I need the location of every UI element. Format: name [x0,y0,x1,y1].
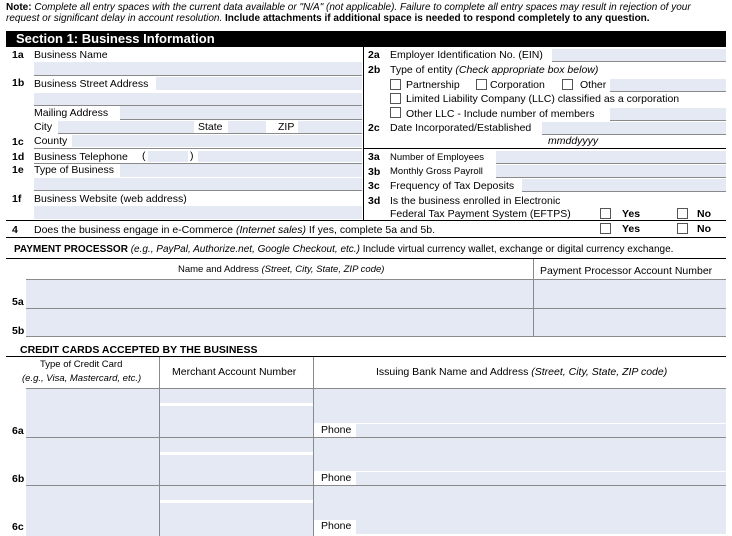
processor-account-header: Payment Processor Account Number [540,265,713,277]
label-2a: 2a [368,49,380,61]
ecommerce-no-checkbox[interactable] [677,223,688,234]
phone-6a-label: Phone [321,424,352,436]
ecommerce-yes-label: Yes [622,223,641,235]
label-3a: 3a [368,151,380,163]
other-llc-checkbox[interactable] [390,107,401,118]
type-of-business-field-2[interactable] [34,178,362,190]
ecommerce-yes-checkbox[interactable] [600,223,611,234]
section-title: Section 1: Business Information [6,31,726,47]
other-checkbox[interactable] [562,79,573,90]
date-format-hint: mmddyyyy [548,135,599,147]
phone-6c-field[interactable] [356,520,726,534]
phone-6a-field[interactable] [356,424,726,437]
type-of-business-field[interactable] [120,164,362,177]
eftps-label-1: Is the business enrolled in Electronic [390,195,561,207]
label-1d: 1d [12,151,25,163]
other-llc-label: Other LLC - Include number of members [406,108,595,120]
other-field[interactable] [610,79,726,91]
phone-6c-label: Phone [321,520,352,532]
state-label: State [198,121,223,133]
merchant-6c-field-1[interactable] [160,486,313,500]
partnership-label: Partnership [406,79,460,91]
label-1c: 1c [12,136,24,148]
ecommerce-question: Does the business engage in e-Commerce (Internet sales) If yes, complete 5a and 5b. [34,224,435,236]
card-type-header-2: (e.g., Visa, Mastercard, etc.) [22,373,142,384]
label-2c: 2c [368,122,380,134]
label-6a: 6a [12,425,24,437]
paren-close: ) [190,150,194,162]
employees-label: Number of Employees [390,152,484,163]
payroll-field[interactable] [496,165,726,177]
city-field[interactable] [58,121,194,133]
corporation-checkbox[interactable] [476,79,487,90]
bank-6b-field[interactable] [314,438,726,471]
merchant-6b-field-2[interactable] [160,455,313,486]
area-code-field[interactable] [148,151,188,162]
ecommerce-no-label: No [697,223,711,235]
zip-field[interactable] [298,121,362,133]
card-type-6b-field[interactable] [26,438,159,486]
phone-6b-field[interactable] [356,472,726,485]
entity-label: Type of entity (Check appropriate box below) [390,64,599,76]
members-field[interactable] [610,108,726,120]
label-5a: 5a [12,296,24,308]
paren-open: ( [142,150,146,162]
website-label: Business Website (web address) [34,193,187,205]
deposits-field[interactable] [522,179,726,191]
website-field[interactable] [34,206,362,219]
phone-6b-label: Phone [321,472,352,484]
merchant-6a-field-2[interactable] [160,406,313,437]
street-address-label: Business Street Address [34,78,149,90]
mailing-address-field[interactable] [120,106,362,119]
telephone-field[interactable] [198,151,362,162]
processor-5b-name-field[interactable] [26,309,533,336]
county-field[interactable] [72,135,362,147]
instructions-note: Note: Complete all entry spaces with the current data available or "N/A" (not applicable). Failure to complete all entry spaces may result in rejection of your request or significant delay in account resolution. Include attachments if additional space is needed to respond completely to any question. [6,2,691,24]
processor-5a-account-field[interactable] [534,280,726,308]
business-name-field[interactable] [34,62,362,75]
payroll-label: Monthly Gross Payroll [390,166,483,177]
processor-5a-name-field[interactable] [26,280,533,308]
label-2b: 2b [368,64,381,76]
zip-label: ZIP [278,121,295,133]
merchant-account-header: Merchant Account Number [172,366,297,378]
type-of-business-label: Type of Business [34,164,114,176]
llc-corporation-checkbox[interactable] [390,93,401,104]
state-field[interactable] [228,121,266,133]
label-4: 4 [12,224,18,236]
eftps-yes-checkbox[interactable] [600,208,611,219]
county-label: County [34,135,68,147]
label-3d: 3d [368,195,381,207]
incorporated-date-field[interactable] [542,122,726,134]
eftps-yes-label: Yes [622,208,641,220]
label-6c: 6c [12,521,24,533]
credit-cards-heading: CREDIT CARDS ACCEPTED BY THE BUSINESS [20,344,258,356]
street-address-field[interactable] [156,77,362,90]
ein-label: Employer Identification No. (EIN) [390,49,543,61]
telephone-label: Business Telephone [34,151,128,163]
label-5b: 5b [12,325,25,337]
payment-processor-heading: PAYMENT PROCESSOR (e.g., PayPal, Authorize.net, Google Checkout, etc.) Include virtual currency wallet, exchange or digital currency exchange. [14,244,674,255]
label-1a: 1a [12,49,24,61]
issuing-bank-header: Issuing Bank Name and Address (Street, City, State, ZIP code) [376,366,668,378]
label-6b: 6b [12,473,25,485]
incorporated-label: Date Incorporated/Established [390,122,532,134]
label-3c: 3c [368,180,380,192]
card-type-header-1: Type of Credit Card [40,359,123,370]
processor-5b-account-field[interactable] [534,309,726,336]
mailing-address-label: Mailing Address [34,107,109,119]
ein-field[interactable] [552,49,726,61]
card-type-6a-field[interactable] [26,389,159,437]
card-type-6c-field[interactable] [26,486,159,536]
eftps-no-checkbox[interactable] [677,208,688,219]
city-label: City [34,121,53,133]
employees-field[interactable] [496,151,726,163]
merchant-6a-field-1[interactable] [160,389,313,403]
merchant-6b-field-1[interactable] [160,438,313,452]
deposits-label: Frequency of Tax Deposits [390,180,515,192]
bank-6a-field[interactable] [314,389,726,423]
other-label: Other [580,79,607,91]
partnership-checkbox[interactable] [390,79,401,90]
label-1b: 1b [12,77,25,89]
merchant-6c-field-2[interactable] [160,503,313,536]
street-address-field-2[interactable] [34,93,362,105]
corporation-label: Corporation [490,79,545,91]
label-1e: 1e [12,164,24,176]
label-1f: 1f [12,193,22,205]
eftps-label-2: Federal Tax Payment System (EFTPS) [390,208,571,220]
bank-6c-field[interactable] [314,486,726,520]
label-3b: 3b [368,166,381,178]
processor-name-header: Name and Address (Street, City, State, ZIP code) [178,264,385,275]
eftps-no-label: No [697,208,711,220]
llc-corporation-label: Limited Liability Company (LLC) classified as a corporation [406,93,680,105]
business-name-label: Business Name [34,49,108,61]
